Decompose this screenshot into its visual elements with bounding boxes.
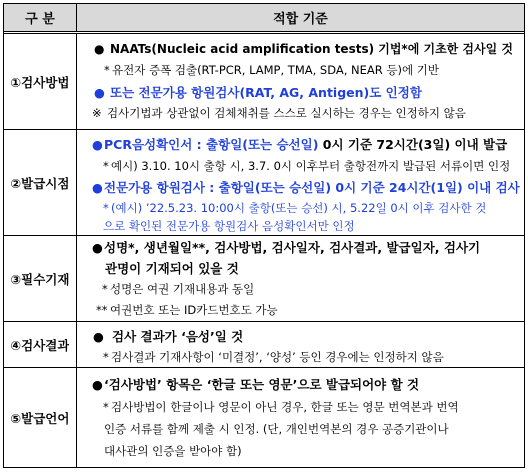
criterion-item	[77, 82, 524, 104]
criterion-note	[77, 199, 524, 217]
criterion-remark	[77, 103, 524, 125]
criteria-cell	[77, 34, 524, 129]
header-criteria-label: 적합 기준	[273, 12, 328, 27]
bullet-marker: ●	[93, 329, 104, 344]
note-text: 예시) 3.10. 10시 출항 시, 3.7. 0시 이후부터 출항전까지 발급된 서류이면 인정	[111, 158, 511, 173]
criteria-cell	[77, 130, 524, 235]
bullet-marker: ●	[94, 84, 105, 100]
bullet-marker: ●	[92, 137, 103, 153]
criterion-text: 0시 기준 72시간(3일) 이내 발급	[322, 137, 508, 153]
criterion-note	[77, 156, 524, 178]
criterion-item	[77, 134, 524, 156]
continuation-text: 인증 서류를 함께 제출 시 인정. (단, 개인번역본의 경우 공증기관이나	[104, 421, 449, 436]
note-text: 유전자 증폭 검출(RT-PCR, LAMP, TMA, SDA, NEAR 등)에 기반	[112, 63, 440, 77]
note-marker: *	[103, 399, 109, 414]
continuation-text: 대사관의 인증을 받아야 함)	[104, 443, 242, 458]
row-label: ⑤발급언어	[10, 410, 70, 426]
bullet-marker: ●	[92, 180, 103, 196]
criterion-continuation	[77, 418, 524, 440]
criteria-row-required-fields	[4, 236, 524, 322]
criterion-continuation	[77, 217, 524, 235]
criterion-continuation	[77, 440, 524, 462]
criterion-text: 전문가용 항원검사 : 출항일(또는 승선일) 0시 기준 24시간(1일) 이내 검사	[104, 180, 520, 196]
row-label-cell	[4, 368, 77, 467]
criteria-row-issuance-time	[4, 130, 524, 236]
criterion-item	[77, 39, 524, 61]
bullet-marker: ●	[94, 41, 105, 56]
criterion-note	[77, 300, 524, 321]
row-label: ②발급시점	[10, 175, 70, 191]
note-text: 검사결과 기재사항이 ‘미결정’, ‘양성’ 등인 경우에는 인정하지 않음	[111, 350, 444, 364]
criterion-item	[77, 177, 524, 199]
criterion-item	[77, 327, 524, 347]
criterion-text: 검사 결과가 ‘음성’일 것	[112, 329, 244, 344]
bullet-marker: ●	[92, 239, 103, 255]
criterion-item	[77, 237, 524, 258]
row-label: ③필수기재	[10, 271, 70, 287]
criterion-text: 또는 전문가용 항원검사(RAT, AG, Antigen)도 인정함	[110, 84, 422, 100]
table-header-row	[4, 4, 524, 34]
criteria-cell	[77, 322, 524, 367]
note-marker: **	[96, 302, 108, 317]
note-marker: *	[103, 158, 109, 173]
criteria-row-test-method	[4, 34, 524, 130]
note-marker: *	[102, 281, 108, 296]
criterion-text: NAATs(Nucleic acid amplification tests) 기법*에 기초한 검사일 것	[110, 41, 513, 56]
remark-text: 검사기법과 상관없이 검체채취를 스스로 실시하는 경우는 인정하지 않음	[107, 106, 466, 120]
reference-mark-icon: ※	[92, 106, 102, 120]
row-label: ①검사방법	[10, 74, 70, 90]
criterion-note	[77, 60, 524, 82]
note-text: 여권번호 또는 ID카드번호도 가능	[110, 302, 278, 317]
continuation-text: 으로 확인된 전문가용 항원검사 음성확인서만 인정	[103, 218, 355, 233]
criteria-row-test-result	[4, 322, 524, 368]
criterion-note	[77, 347, 524, 367]
note-marker: *	[104, 63, 110, 77]
criterion-continuation	[77, 258, 524, 279]
row-label: ④검사결과	[10, 337, 70, 353]
note-text: 검사방법이 한글이나 영문이 아닌 경우, 한글 또는 영문 번역본과 번역	[111, 399, 459, 414]
bullet-marker: ●	[92, 376, 103, 392]
note-text: 성명은 여권 기재내용과 동일	[110, 281, 255, 296]
criteria-row-issuance-language	[4, 368, 524, 467]
criteria-cell	[77, 368, 524, 467]
row-label-cell	[4, 322, 77, 367]
header-category-cell	[4, 4, 77, 31]
note-text: (예시) ’22.5.23. 10:00시 출항(또는 승선) 시, 5.22일 0시 이후 검사한 것	[111, 200, 487, 215]
criterion-text: ‘검사방법’ 항목은 ‘한글 또는 영문’으로 발급되어야 할 것	[104, 376, 420, 392]
continuation-text: 관명이 기재되어 있을 것	[105, 260, 239, 276]
criteria-cell	[77, 236, 524, 321]
row-label-cell	[4, 130, 77, 235]
header-category-label: 구 분	[25, 12, 55, 27]
header-criteria-cell	[77, 4, 524, 31]
criterion-note	[77, 396, 524, 418]
criterion-note	[77, 279, 524, 300]
note-marker: *	[103, 200, 109, 215]
note-marker: *	[103, 350, 109, 364]
criteria-table	[3, 3, 525, 468]
row-label-cell	[4, 34, 77, 129]
row-label-cell	[4, 236, 77, 321]
criterion-text: 성명*, 생년월일**, 검사방법, 검사일자, 검사결과, 발급일자, 검사기	[104, 239, 481, 255]
criterion-highlight: PCR음성확인서 : 출항일(또는 승선일)	[104, 137, 319, 153]
criterion-item	[77, 374, 524, 396]
